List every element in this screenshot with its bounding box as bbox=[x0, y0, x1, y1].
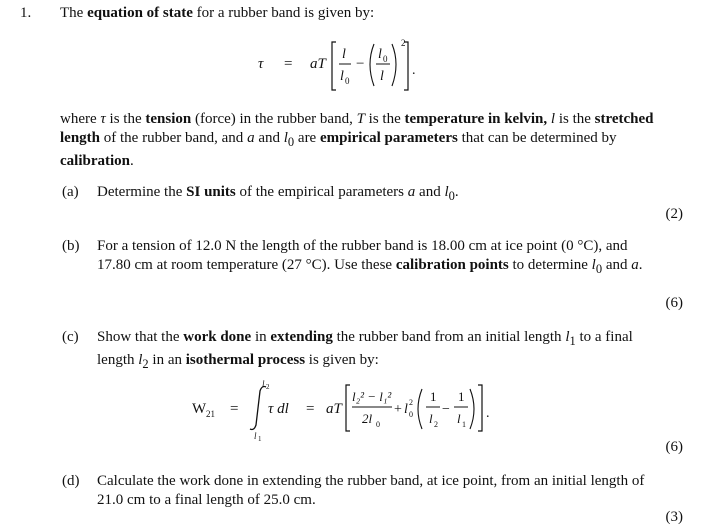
eq1-frac1-num: l bbox=[342, 47, 346, 62]
eq1-frac2-den: l bbox=[380, 69, 384, 84]
eq2-upper-sub: 2 bbox=[266, 383, 270, 391]
eq2-lower-sub: 1 bbox=[258, 435, 262, 443]
eq1-end: . bbox=[412, 63, 416, 78]
eq1-tau: τ bbox=[258, 56, 264, 72]
question-number: 1. bbox=[20, 5, 32, 21]
eq2-equals1: = bbox=[230, 401, 239, 417]
intro-bold: equation of state bbox=[87, 5, 193, 21]
eq2-W: W bbox=[192, 401, 207, 417]
eq2-upper: l bbox=[262, 379, 265, 389]
part-a-marks: (2) bbox=[665, 206, 683, 222]
eq1-left-paren bbox=[370, 44, 374, 86]
part-d-marks: (3) bbox=[665, 509, 683, 525]
eq1-minus: − bbox=[356, 56, 365, 72]
eq1-right-bracket bbox=[404, 42, 408, 90]
eq2-left-paren bbox=[418, 389, 422, 429]
eq2-plus: + bbox=[394, 402, 402, 417]
part-c-marks: (6) bbox=[665, 439, 683, 455]
work-equation bbox=[180, 379, 510, 443]
part-c-text: Show that the work done in extending the rubber band from an initial length $l_1$ to a final length $l_2$ in an isothermal process is given by: bbox=[97, 329, 633, 371]
eq2-right-bracket bbox=[478, 385, 482, 431]
eq2-end: . bbox=[486, 406, 490, 421]
part-a-label: (a) bbox=[62, 184, 79, 200]
eq1-left-bracket bbox=[332, 42, 336, 90]
eq2-den-a: l bbox=[429, 411, 433, 426]
eq2-minus: − bbox=[442, 402, 450, 417]
eq2-den-b-sub: 1 bbox=[462, 420, 466, 429]
where-paragraph: where τ is the tension (force) in the rubber band, T is the temperature in kelvin, l is the stretched length of the rubber band, and a and $l_0$ are empirical parameters that can be determined by calibration. bbox=[60, 111, 654, 169]
part-d-text: Calculate the work done in extending the rubber band, at ice point, from an initial length of 21.0 cm to a final length of 25.0 cm. bbox=[97, 473, 645, 508]
eq2-integrand: τ dl bbox=[268, 401, 289, 417]
eq1-frac1-den: l bbox=[340, 69, 344, 84]
eq2-l0sq-sup: 2 bbox=[409, 398, 413, 407]
part-a-text: Determine the SI units of the empirical parameters a and $l_0$. bbox=[97, 184, 459, 203]
eq2-one-a: 1 bbox=[430, 389, 437, 404]
intro-text: The equation of state for a rubber band is given by: bbox=[60, 5, 375, 21]
part-b-marks: (6) bbox=[665, 295, 683, 311]
eq2-integral bbox=[250, 387, 266, 430]
part-b-text: For a tension of 12.0 N the length of the rubber band is 18.00 cm at ice point (0 °C), and 17.80 cm at room temperature (27 °C). Use these calibration points to determine $l_0$ and a. bbox=[97, 238, 643, 276]
eq1-equals: = bbox=[284, 56, 293, 72]
eq2-frac-num: l₂² − l₁² bbox=[352, 389, 392, 404]
eq2-right-paren bbox=[470, 389, 474, 429]
part-d-label: (d) bbox=[62, 473, 80, 489]
eq2-l0sq-sub: 0 bbox=[409, 410, 413, 419]
eq1-coef: aT bbox=[310, 56, 326, 72]
eq1-frac1-den-sub: 0 bbox=[345, 76, 350, 86]
equation-of-state bbox=[250, 34, 430, 94]
eq2-left-bracket bbox=[346, 385, 350, 431]
eq2-W-sub: 21 bbox=[206, 409, 215, 419]
eq2-one-b: 1 bbox=[458, 389, 465, 404]
eq1-frac2-num-sub: 0 bbox=[383, 54, 388, 64]
eq1-right-paren bbox=[392, 44, 396, 86]
eq2-den-b: l bbox=[457, 411, 461, 426]
eq2-den-a-sub: 2 bbox=[434, 420, 438, 429]
part-b-label: (b) bbox=[62, 238, 80, 254]
part-c-label: (c) bbox=[62, 329, 79, 345]
eq2-frac-den-sub: 0 bbox=[376, 420, 380, 429]
eq1-frac2-num: l bbox=[378, 47, 382, 62]
eq2-l0sq: l bbox=[404, 402, 408, 417]
eq2-coef: aT bbox=[326, 401, 342, 417]
eq1-power: 2 bbox=[401, 38, 406, 48]
eq2-lower: l bbox=[254, 431, 257, 441]
eq2-equals2: = bbox=[306, 401, 315, 417]
eq2-frac-den: 2l bbox=[362, 411, 373, 426]
